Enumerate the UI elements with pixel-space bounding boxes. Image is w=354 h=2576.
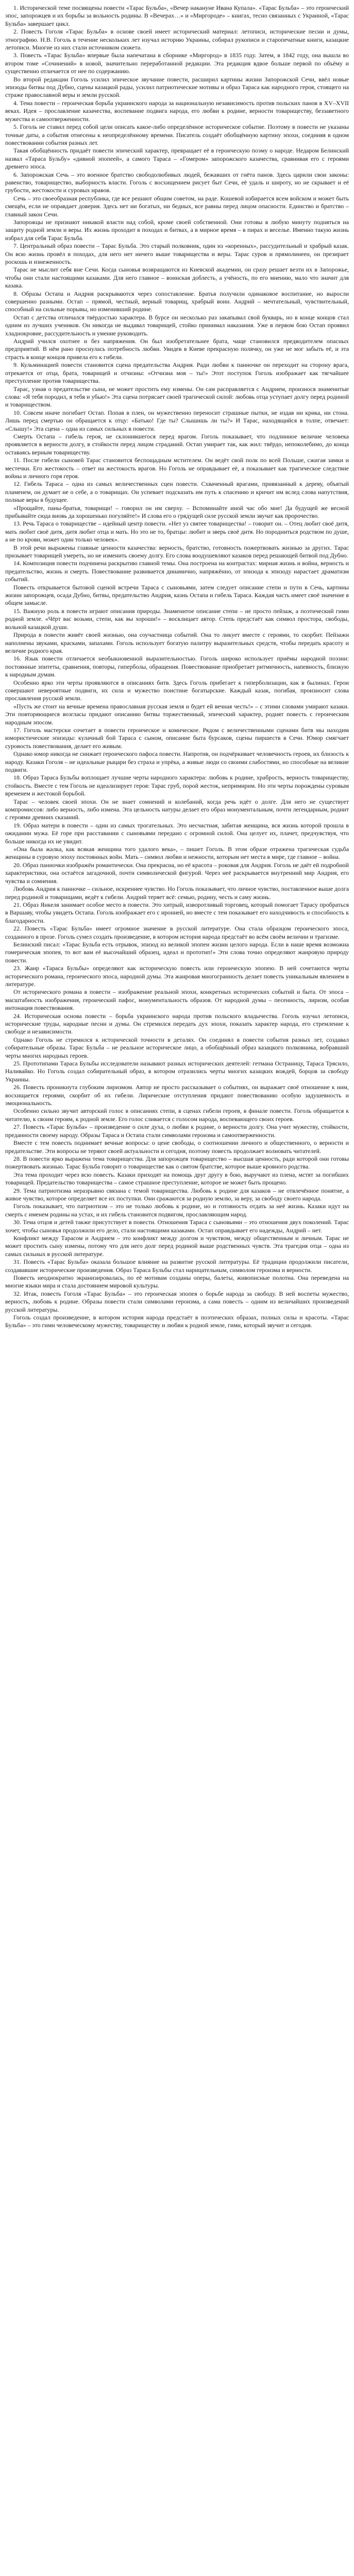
paragraph: Однако юмор никогда не снижает героического пафоса повести. Напротив, он подчёркивает человечность героев, их близость к народу. Казаки Гоголя – не идеальные рыцари без страха и упрёка, а живые люди со своими слабостями, но способные на великие подвиги. (5, 750, 349, 773)
paragraph: 12. Гибель Тараса – одна из самых величественных сцен повести. Схваченный врагами, привязанный к дереву, объятый пламенем, он думает не о себе, а о товарищах. Он успевает подсказать им путь к спасению и кричит им вслед слова напутствия, полные веры в будущее. (5, 480, 349, 504)
paragraph: Особенно ярко эти черты проявляются в описаниях битв. Здесь Гоголь прибегает к гиперболизации, как в былинах. Герои совершают невероятные подвиги, их сила и мужество поистине богатырские. Каждый казак, погибая, произносит слова прославления русской земли. (5, 679, 349, 702)
paragraph: Любовь Андрия к панночке – сильное, искреннее чувство. Но Гоголь показывает, что личное чувство, поставленное выше долга перед родиной и товарищами, ведёт к гибели. Андрий теряет всё: семью, родину, честь и саму жизнь. (5, 885, 349, 901)
paragraph: Тарас не мыслит себя вне Сечи. Когда сыновья возвращаются из Киевской академии, он сразу решает везти их в Запорожье, чтобы они стали настоящими казаками. Для него главное – воинская доблесть, а учёность, по его мнению, мало что значит для казака. (5, 266, 349, 290)
paragraph: 27. Повесть «Тарас Бульба» – произведение о силе духа, о любви к родине, о верности долгу. Она учит мужеству, стойкости, преданности своему народу. Образы Тараса и Остапа стали символами героизма и самоотверженности. (5, 1123, 349, 1139)
paragraph: 1. Исторической теме посвящены повести «Тарас Бульба», «Вечер накануне Ивана Купала». «Тарас Бульба» – это героический эпос, запорожцев и их борьбы за вольность родины. В «Вечерах…» и «Миргороде» – книгах, тесно связанных с Украиной, «Тарас Бульба» завершает цикл. (5, 4, 349, 27)
paragraph: 32. Итак, повесть Гоголя «Тарас Бульба» – это героическая эпопея о борьбе народа за свободу. В ней воспеты мужество, верность, любовь к родине. Образы повести стали символами героизма, а сама повесть – одним из величайших произведений русской литературы. (5, 1290, 349, 1313)
paragraph: Во второй редакции Гоголь усилил эпическое звучание повести, расширил картины жизни Запорожской Сечи, ввёл новые эпизоды битвы под Дубно, сцены казацкой рады, усилил патриотические мотивы и образ Тараса как народного героя, стоящего на страже православной веры и земли русской. (5, 75, 349, 99)
paragraph: Андрий учился охотнее и без напряжения. Он был изобретательнее брата, чаще становился предводителем опасных предприятий. В нём рано проснулась потребность любви. Увидев в Киеве прекрасную полячку, он уже не мог забыть её, и эта страсть в конце концов привела его к гибели. (5, 337, 349, 361)
paragraph: 4. Тема повести – героическая борьба украинского народа за национальную независимость против польских панов в XV–XVII веках. Идея – прославление казачества, воспевание подвига народа, его любви к родине, верности товариществу, беззаветного мужества и самоотверженности. (5, 99, 349, 123)
paragraph: 23. Жанр «Тараса Бульбы» определяют как историческую повесть или героическую эпопею. В ней сочетаются черты исторического романа, героического эпоса, народной думы. Эта жанровая многогранность делает повесть уникальным явлением в литературе. (5, 964, 349, 988)
paragraph: 29. Тема патриотизма неразрывно связана с темой товарищества. Любовь к родине для казаков – не отвлечённое понятие, а живое чувство, которое определяет все их поступки. Они сражаются за родную землю, за веру, за свободу своего народа. (5, 1187, 349, 1202)
paragraph: Запорожцы не признают никакой власти над собой, кроме своей собственной. Они готовы в любую минуту подняться на защиту родной земли и веры. Их жизнь проходит в походах и битвах, а в мирное время – в пирах и веселье. Именно такую жизнь избрал для себя Тарас Бульба. (5, 218, 349, 242)
paragraph: 25. Прототипами Тараса Бульбы исследователи называют разных исторических деятелей: гетмана Остраницу, Тараса Трясило, Наливайко. Но Гоголь создал собирательный образ, в котором отразились черты многих казацких вождей, борцов за свободу Украины. (5, 1060, 349, 1083)
paragraph: 24. Историческая основа повести – борьба украинского народа против польского владычества. Гоголь изучал летописи, исторические труды, народные песни и думы. Он стремился передать дух эпохи, показать характер народа, его стремление к свободе и независимости. (5, 1012, 349, 1036)
paragraph: «Пусть же стоит на вечные времена православная русская земля и будет ей вечная честь!» – с этими словами умирают казаки. Эти повторяющиеся возгласы придают описанию битвы торжественный, эпический характер, роднят повесть с героическим народным эпосом. (5, 702, 349, 726)
paragraph: От исторического романа в повести – изображение реальной эпохи, конкретных исторических событий и быта. От эпоса – масштабность изображения, героический пафос, монументальность образов. От народной думы – песенность, лиризм, особая интонация повествования. (5, 988, 349, 1012)
paragraph: 19. Образ матери в повести – один из самых трогательных. Это несчастная, забитая женщина, вся жизнь которой прошла в ожидании мужа. Её горе при расставании с сыновьями передано с огромной силой. Она целует их, плачет, предчувствуя, что больше никогда их не увидит. (5, 821, 349, 845)
paragraph: В этой речи выражены главные ценности казачества: верность, братство, готовность пожертвовать жизнью за других. Тарас призывает товарищей умереть, но не изменить своему долгу. Его слова воодушевляют казаков перед решающей битвой под Дубно. (5, 544, 349, 560)
paragraph: 20. Образ панночки изображён романтически. Она прекрасна, но её красота – роковая для Андрия. Гоголь не даёт ей подробной характеристики, она остаётся загадочной, почти символической фигурой. Через неё раскрывается внутренний мир Андрия, его чувства и сомнения. (5, 861, 349, 885)
paragraph: 31. Повесть «Тарас Бульба» оказала большое влияние на развитие русской литературы. Её традиции продолжили писатели, создававшие исторические произведения. Образ Тараса Бульбы стал нарицательным, символом героизма и верности. (5, 1258, 349, 1274)
paragraph: 16. Язык повести отличается необыкновенной выразительностью. Гоголь широко использует приёмы народной поэзии: постоянные эпитеты, сравнения, повторы, гиперболы, обращения. Повествование приобретает ритмичность, напевность, близкую к народным думам. (5, 655, 349, 679)
paragraph: 6. Запорожская Сечь – это военное братство свободолюбивых людей, бежавших от гнёта панов. Здесь царили свои законы: равенство, товарищество, выборность власти. Гоголь с восхищением рисует быт Сечи, её удаль и широту, но не скрывает и её грубости, жестокости и суровых нравов. (5, 171, 349, 194)
paragraph: «Она была жалка, как всякая женщина того удалого века», – пишет Гоголь. В этом образе отражена трагическая судьба женщины в суровую эпоху постоянных войн. Мать – символ любви и нежности, которым нет места в мире, где главное – война. (5, 845, 349, 861)
paragraph: Смерть Остапа – гибель героя, не склонившегося перед врагом. Гоголь показывает, что подлинное величие человека проявляется в верности долгу, в стойкости перед лицом страданий. Остап умирает так, как жил: твёрдо, непоколебимо, до конца оставаясь верным товариществу. (5, 432, 349, 456)
paragraph: Белинский писал: «Тарас Бульба есть отрывок, эпизод из великой эпопеи жизни целого народа. Если в наше время возможна гомерическая эпопея, то вот вам её высочайший образец, идеал и прототип!» Эти слова точно определяют жанровую природу повести. (5, 940, 349, 964)
paragraph: 15. Важную роль в повести играют описания природы. Знаменитое описание степи – не просто пейзаж, а поэтический гимн родной земле. «Чёрт вас возьми, степи, как вы хороши!» – восклицает автор. Степь предстаёт как символ простора, свободы, вольной казацкой души. (5, 607, 349, 631)
paragraph: 5. Гоголь не ставил перед собой цели описать какое-либо определённое историческое событие. Поэтому в повести не указаны точные даты, а события отнесены к неопределённому времени. Писатель создаёт обобщённую картину эпохи, соединяя в одном повествовании события разных лет. (5, 123, 349, 146)
paragraph: Повесть открывается бытовой сценой встречи Тараса с сыновьями, затем следует описание степи и пути в Сечь, картины жизни запорожцев, осада Дубно, битвы, предательство Андрия, казнь Остапа и гибель Тараса. Каждая часть имеет своё значение в общем замысле. (5, 583, 349, 607)
paragraph: 21. Образ Янкеля занимает особое место в повести. Это хитрый, изворотливый торговец, который помогает Тарасу пробраться в Варшаву, чтобы увидеть Остапа. Гоголь изображает его с иронией, но вместе с тем показывает его находчивость и способность к благодарности. (5, 901, 349, 924)
paragraph: Вместе с тем повесть поднимает вечные вопросы: о цене свободы, о соотношении личного и общественного, о верности и предательстве. Эти вопросы не теряют своей актуальности и сегодня, поэтому повесть продолжает волновать читателей. (5, 1139, 349, 1155)
paragraph: 30. Тема отцов и детей также присутствует в повести. Отношения Тараса с сыновьями – это отношения двух поколений. Тарас хочет, чтобы сыновья продолжили его дело, стали настоящими казаками. Остап оправдывает его надежды, Андрий – нет. (5, 1218, 349, 1234)
paragraph: Такая обобщённость придаёт повести эпический характер, превращает её в героическую поэму о народе. Недаром Белинский назвал «Тараса Бульбу» «дивной эпопеей», а самого Тараса – «Гомером» запорожского казачества, сравнивая его с героями древнего эпоса. (5, 147, 349, 171)
paragraph: Однако Гоголь не стремился к исторической точности в деталях. Он соединял в повести события разных лет, создавал собирательные образы. Тарас Бульба – не реальное историческое лицо, а обобщённый образ казацкого полковника, вобравший черты многих народных героев. (5, 1036, 349, 1059)
paragraph: 10. Совсем иначе погибает Остап. Попав в плен, он мужественно переносит страшные пытки, не издав ни крика, ни стона. Лишь перед смертью он обращается к отцу: «Батько! Где ты? Слышишь ли ты?» И Тарас, находящийся в толпе, отвечает: «Слышу!» Эта сцена – одна из самых сильных в повести. (5, 409, 349, 432)
paragraph: Повесть неоднократно экранизировалась, по её мотивам созданы оперы, балеты, живописные полотна. Она переведена на многие языки мира и стала достоянием мировой культуры. (5, 1274, 349, 1290)
paragraph: 9. Кульминацией повести становится сцена предательства Андрия. Ради любви к панночке он переходит на сторону врага, отрекается от отца, брата, товарищей и отчизны: «Отчизна моя – ты!» Этот поступок Гоголь изображает как тягчайшее преступление против товарищества. (5, 361, 349, 385)
paragraph: Сечь – это своеобразная республика, где все решают общим советом, на раде. Кошевой избирается всем войском и может быть смещён, если не оправдает доверия. Здесь нет ни богатых, ни бедных, все равны перед лицом опасности. Единство и братство – главный закон Сечи. (5, 194, 349, 218)
paragraph: Конфликт между Тарасом и Андрием – это конфликт между долгом и чувством, между общественным и личным. Тарас не может простить сыну измены, потому что для него долг перед родиной выше родственных чувств. Эта трагедия отца – одна из самых сильных в русской литературе. (5, 1234, 349, 1258)
paragraph: 14. Композиция повести подчинена раскрытию главной темы. Она построена на контрастах: мирная жизнь и война, верность и предательство, жизнь и смерть. Повествование развивается динамично, напряжённо, от эпизода к эпизоду нарастает драматизм событий. (5, 560, 349, 583)
paragraph: 11. После гибели сыновей Тарас становится беспощадным мстителем. Он ведёт свой полк по всей Польше, сжигая замки и местечки. Его жестокость – ответ на жестокость врагов. Но Гоголь не оправдывает её, а показывает как трагическое следствие войны и личного горя героя. (5, 456, 349, 480)
paragraph: 13. Речь Тараса о товариществе – идейный центр повести. «Нет уз святее товарищества! – говорит он. – Отец любит своё дитя, мать любит своё дитя, дитя любит отца и мать. Но это не то, братцы: любит и зверь своё дитя. Но породниться родством по душе, а не по крови, может один только человек». (5, 520, 349, 544)
paragraph: Эта тема проходит через всю повесть. Казаки приходят на помощь друг другу в бою, выручают из плена, мстят за погибших товарищей. Предательство товарищества – самое страшное преступление, которое не может быть прощено. (5, 1171, 349, 1187)
paragraph: 2. Повесть Гоголя «Тарас Бульба» в основе своей имеет исторический материал: летописи, исторические песни и думы, этнографию. Н.В. Гоголь в течение нескольких лет изучал историю Украины, собирал рукописи и старопечатные книги, казацкие летописи. Многие из них стали источником сюжета. (5, 28, 349, 52)
paragraph: Природа в повести живёт своей жизнью, она соучастница событий. Она то ликует вместе с героями, то скорбит. Пейзажи наполнены звуками, красками, запахами. Гоголь использует богатую палитру выразительных средств, чтобы передать красоту и величие родного края. (5, 631, 349, 654)
paragraph: «Прощайте, паны-братья, товарищи! – говорил он им сверху. – Вспоминайте иной час обо мне! Да будущей же весной прибывайте сюда вновь да хорошенько погуляйте!» И слова его о грядущей силе русской земли звучат как пророчество. (5, 504, 349, 519)
paragraph: 7. Центральный образ повести – Тарас Бульба. Это старый полковник, один из «коренных», рассудительный и храбрый казак. Он всю жизнь провёл в походах, для него нет ничего выше товарищества и веры. Тарас суров и прямолинеен, он презирает роскошь и изнеженность. (5, 242, 349, 265)
paragraph: Остап с детства отличался твёрдостью характера. В бурсе он несколько раз закапывал свой букварь, но в конце концов стал одним из лучших учеников. Он никогда не выдавал товарищей, стойко принимал наказания. Уже в первом бою Остап проявил хладнокровие, рассудительность и умение руководить. (5, 313, 349, 337)
paragraph: 8. Образы Остапа и Андрия раскрываются через сопоставление. Братья получили одинаковое воспитание, но выросли совершенно разными. Остап – прямой, честный, верный товарищ, храбрый воин. Андрий – мечтательный, чувствительный, способный на сильные порывы, но изменивший родине. (5, 290, 349, 313)
paragraph: 3. Повесть «Тарас Бульба» впервые была напечатана в сборнике «Миргород» в 1835 году. Затем, в 1842 году, она вышла во втором томе «Сочинений» в новой, значительно переработанной редакции. Эта редакция вдвое больше первой по объёму и существенно отличается от нее по содержанию. (5, 52, 349, 75)
paragraph: 22. Повесть «Тарас Бульба» имеет огромное значение в русской литературе. Она стала образцом героического эпоса, созданного в прозе. Гоголь сумел создать произведение, в котором история народа предстаёт во всём своём величии и трагизме. (5, 925, 349, 940)
document-body (5, 4, 349, 1330)
paragraph: 28. В повести ярко выражена тема товарищества. Для запорожцев товарищество – высшая ценность, ради которой они готовы пожертвовать жизнью. Тарас Бульба говорит о товариществе как о святом братстве, которое выше кровного родства. (5, 1155, 349, 1171)
paragraph: Тарас – человек своей эпохи. Он не знает сомнений и колебаний, когда речь идёт о долге. Для него не существует компромиссов: либо верность, либо измена. Эта цельность натуры делает его образ монументальным, почти легендарным, роднит с героями древних сказаний. (5, 798, 349, 821)
paragraph: 17. Гоголь мастерски сочетает в повести героическое и комическое. Рядом с величественными сценами битв мы находим юмористические эпизоды: кулачный бой Тараса с сыном, описание быта бурсаков, сцены пиршеств в Сечи. Юмор смягчает суровость повествования, делает его живым. (5, 726, 349, 750)
paragraph: Гоголь показывает, что патриотизм – это не только любовь к родине, но и готовность отдать за неё жизнь. Казаки идут на смерть с именем родины на устах, и их гибель становится подвигом, прославляющим народ. (5, 1202, 349, 1218)
paragraph: Гоголь создал произведение, в котором история народа предстаёт в поэтических образах, полных силы и красоты. «Тарас Бульба» – это гимн человеческому мужеству, товариществу и любви к родной земле, гимн, который звучит и сегодня. (5, 1314, 349, 1329)
paragraph: Тарас, узнав о предательстве сына, не может простить ему измены. Он сам расправляется с Андрием, произнося знаменитые слова: «Я тебя породил, я тебя и убью!» Эта сцена потрясает своей трагической силой: любовь отца уступает долгу перед родиной и товариществом. (5, 385, 349, 409)
paragraph: Особенно сильно звучит авторский голос в описаниях степи, в сценах гибели героев, в финале повести. Гоголь обращается к читателю, к своим героям, к родной земле. Его голос сливается с голосом народа, воспевающего своих героев. (5, 1107, 349, 1123)
paragraph: 18. Образ Тараса Бульбы воплощает лучшие черты народного характера: любовь к родине, храбрость, верность товариществу, стойкость. Вместе с тем Гоголь не идеализирует героя: Тарас груб, порой жесток, непримирим. Но эти черты порождены суровым временем и жестокой борьбой. (5, 774, 349, 798)
paragraph: 26. Повесть проникнута глубоким лиризмом. Автор не просто рассказывает о событиях, он выражает своё отношение к ним, восхищается героями, скорбит об их гибели. Лирические отступления придают повествованию особую задушевность и эмоциональность. (5, 1083, 349, 1107)
